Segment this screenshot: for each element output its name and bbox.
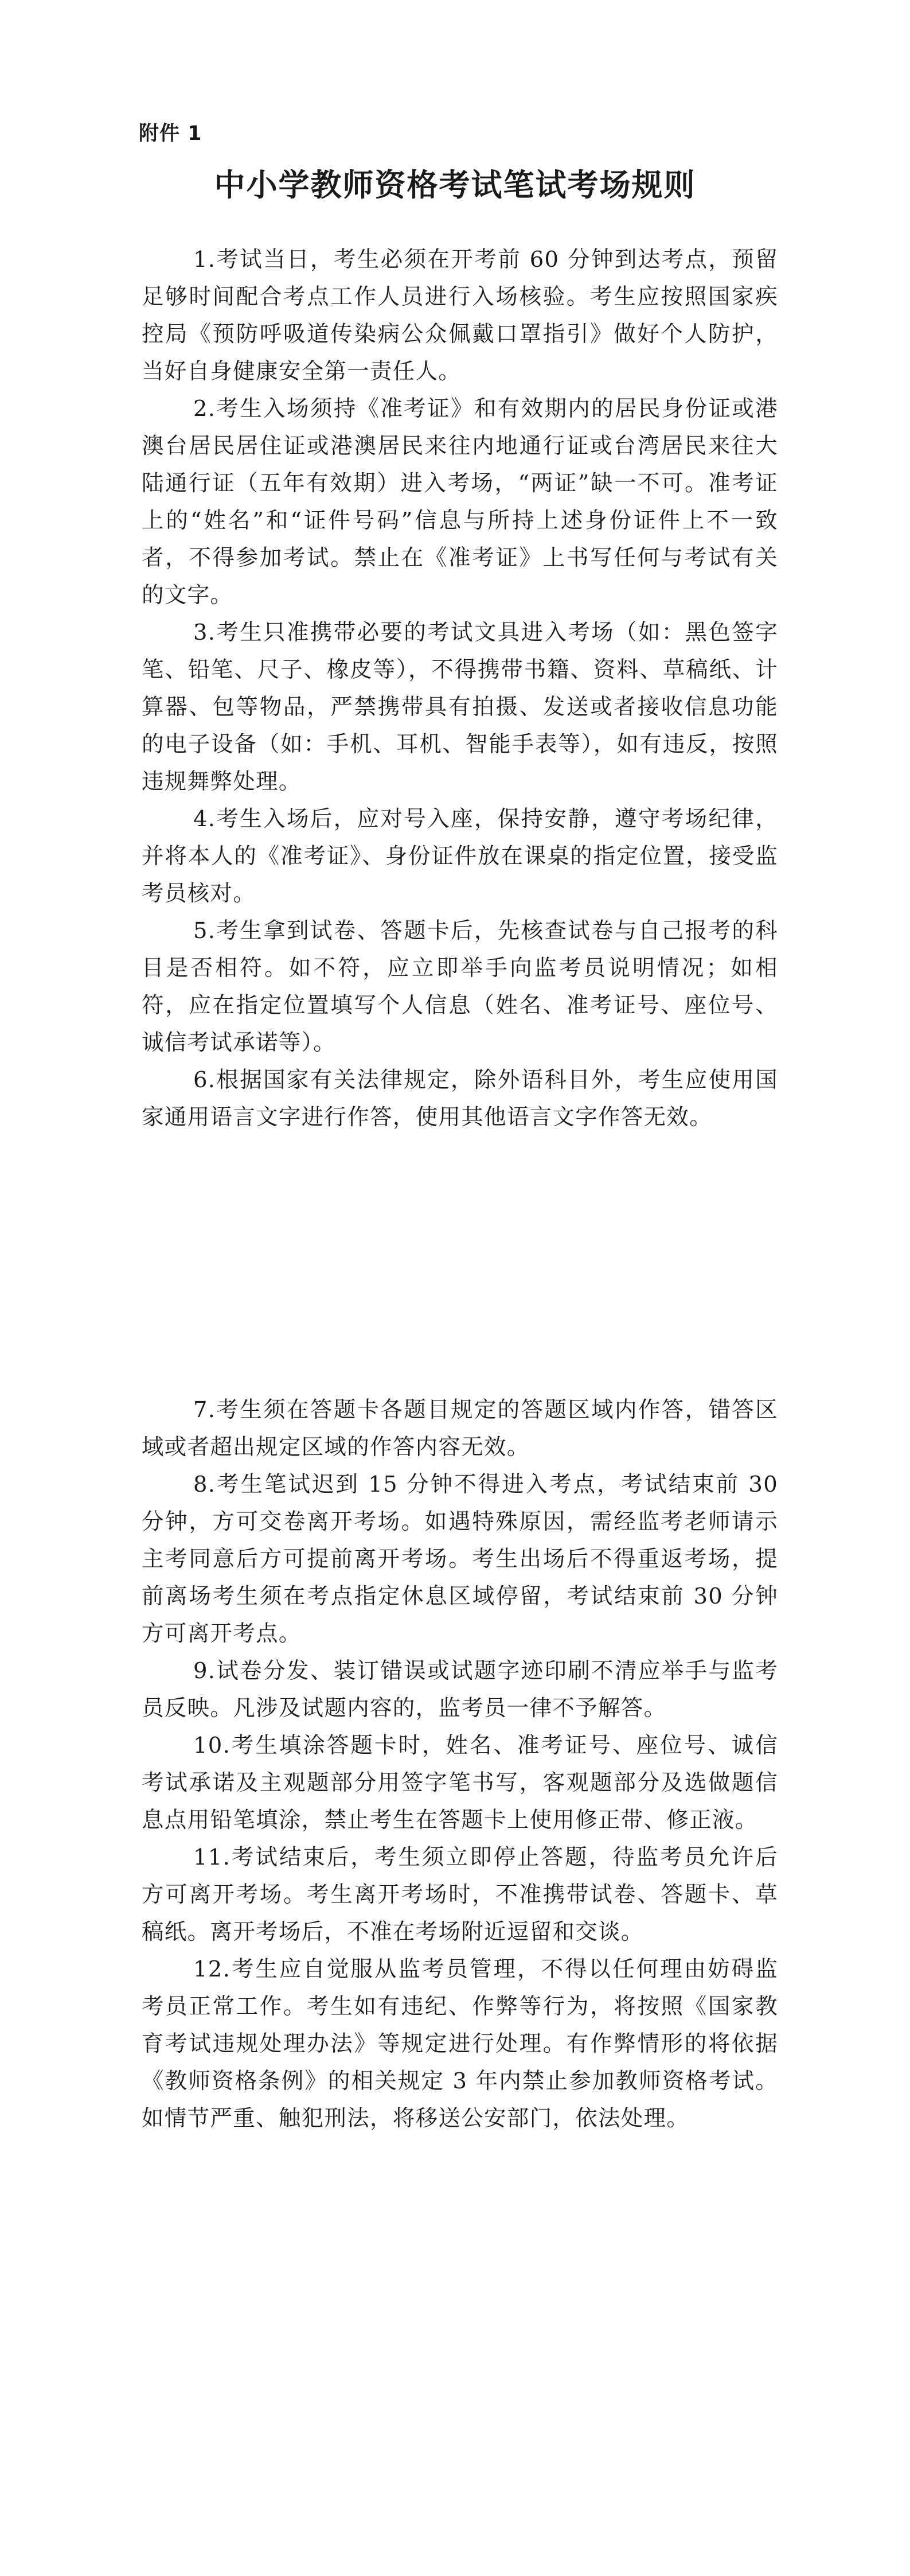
rule-6: 6.根据国家有关法律规定，除外语科目外，考生应使用国家通用语言文字进行作答，使用其他语言文字作答无效。 — [142, 1067, 778, 1130]
rule-10: 10.考生填涂答题卡时，姓名、准考证号、座位号、诚信考试承诺及主观题部分用签字笔书写，客观题部分及选做题信息点用铅笔填涂，禁止考生在答题卡上使用修正带、修正液。 — [142, 1733, 778, 1833]
rule-3: 3.考生只准携带必要的考试文具进入考场（如：黑色签字笔、铅笔、尺子、橡皮等），不得携带书籍、资料、草稿纸、计算器、包等物品，严禁携带具有拍摄、发送或者接收信息功能的电子设备（如：手机、耳机、智能手表等），如有违反，按照违规舞弊处理。 — [142, 620, 778, 795]
rule-1: 1.考试当日，考生必须在开考前 60 分钟到达考点，预留足够时间配合考点工作人员进行入场核验。考生应按照国家疾控局《预防呼吸道传染病公众佩戴口罩指引》做好个人防护，当好自身健康安全第一责任人。 — [142, 247, 778, 384]
rule-12: 12.考生应自觉服从监考员管理，不得以任何理由妨碍监考员正常工作。考生如有违纪、作弊等行为，将按照《国家教育考试违规处理办法》等规定进行处理。有作弊情形的将依据《教师资格条例》的相关规定 3 年内禁止参加教师资格考试。如情节严重、触犯刑法，将移送公安部门，依法处理。 — [142, 1956, 778, 2131]
rules-section-1 — [142, 241, 778, 1136]
page-title: 中小学教师资格考试笔试考场规则 — [214, 166, 696, 203]
rule-9: 9.试卷分发、装订错误或试题字迹印刷不清应举手与监考员反映。凡涉及试题内容的，监考员一律不予解答。 — [142, 1658, 778, 1721]
rule-7: 7.考生须在答题卡各题目规定的答题区域内作答，错答区域或者超出规定区域的作答内容无效。 — [142, 1397, 778, 1460]
rule-2: 2.考生入场须持《准考证》和有效期内的居民身份证或港澳台居民居住证或港澳居民来往内地通行证或台湾居民来往大陆通行证（五年有效期）进入考场，“两证”缺一不可。准考证上的“姓名”和“证件号码”信息与所持上述身份证件上不一致者，不得参加考试。禁止在《准考证》上书写任何与考试有关的文字。 — [142, 396, 778, 608]
rule-11: 11.考试结束后，考生须立即停止答题，待监考员允许后方可离开考场。考生离开考场时，不准携带试卷、答题卡、草稿纸。离开考场后，不准在考场附近逗留和交谈。 — [142, 1845, 778, 1945]
rule-4: 4.考生入场后，应对号入座，保持安静，遵守考场纪律，并将本人的《准考证》、身份证件放在课桌的指定位置，接受监考员核对。 — [142, 806, 778, 906]
rules-section-2 — [142, 1391, 778, 2137]
rule-5: 5.考生拿到试卷、答题卡后，先核查试卷与自己报考的科目是否相符。如不符，应立即举手向监考员说明情况；如相符，应在指定位置填写个人信息（姓名、准考证号、座位号、诚信考试承诺等）。 — [142, 918, 778, 1056]
rule-8: 8.考生笔试迟到 15 分钟不得进入考点，考试结束前 30 分钟，方可交卷离开考场。如遇特殊原因，需经监考老师请示主考同意后方可提前离开考场。考生出场后不得重返考场，提前离场考生须在考点指定休息区域停留，考试结束前 30 分钟方可离开考点。 — [142, 1472, 778, 1647]
attachment-label: 附件 1 — [139, 122, 202, 145]
